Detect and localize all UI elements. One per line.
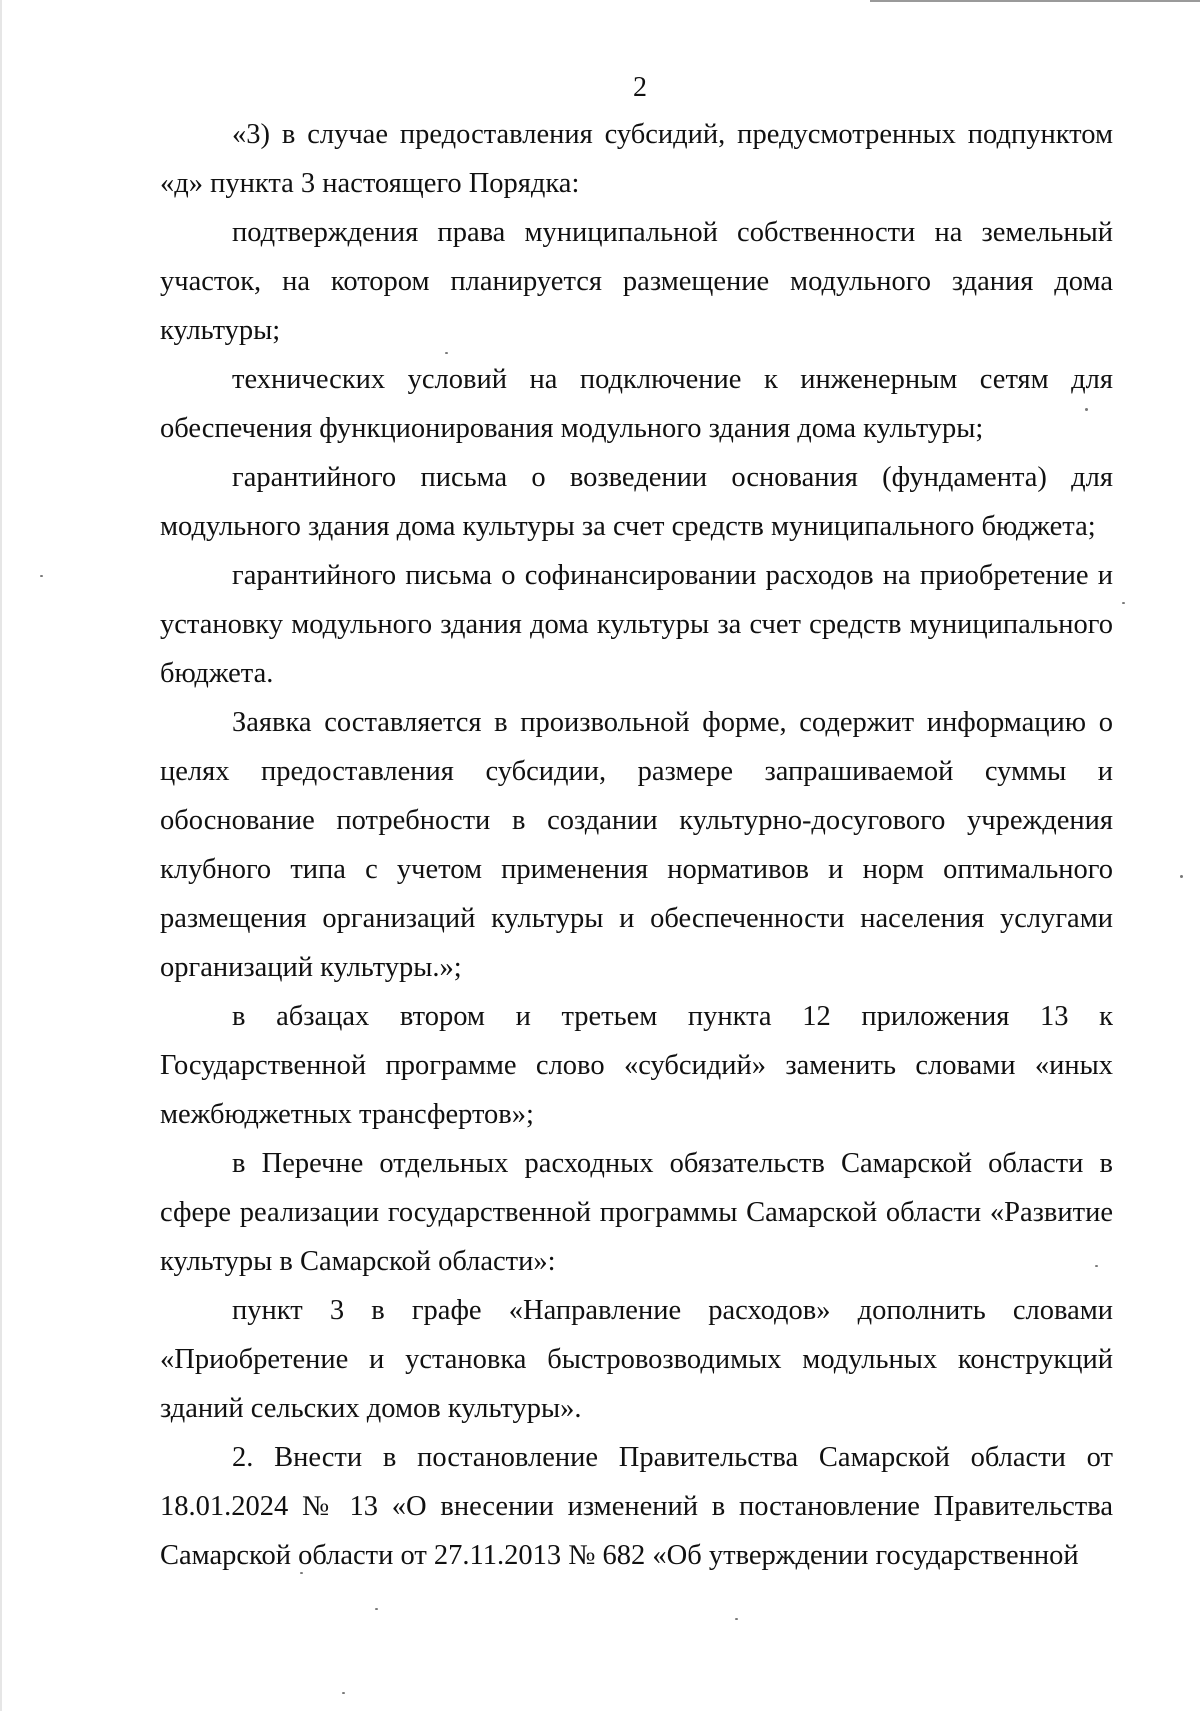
paragraph-obligations-list: в Перечне отдельных расходных обязательств Самарской области в сфере реализации государственной программы Самарской области «Развитие культуры в Самарской области»:	[160, 1148, 1113, 1277]
paragraph-subsidy-case: «3) в случае предоставления субсидий, предусмотренных подпунктом «д» пункта 3 настоящего Порядка:	[160, 119, 1113, 199]
page-number: 2	[633, 72, 647, 103]
paragraph-item-12-amendment: в абзацах втором и третьем пункта 12 приложения 13 к Государственной программе слово «субсидий» заменить словами «иных межбюджетных трансфертов»;	[160, 1001, 1113, 1130]
scan-edge-top	[870, 0, 1200, 2]
paragraph-expense-direction: пункт 3 в графе «Направление расходов» дополнить словами «Приобретение и установка быстровозводимых модульных конструкций зданий сельских домов культуры».	[160, 1295, 1113, 1424]
scan-speck	[40, 575, 43, 577]
paragraph-resolution-amendment: 2. Внести в постановление Правительства Самарской области от 18.01.2024 № 13 «О внесении изменений в постановление Правительства Самарской области от 27.11.2013 № 682 «Об утверждении государственной	[160, 1442, 1113, 1571]
paragraph-land-ownership: подтверждения права муниципальной собственности на земельный участок, на котором планируется размещение модульного здания дома культуры;	[160, 217, 1113, 346]
scan-speck	[1095, 1265, 1098, 1267]
document-body	[160, 110, 1113, 1580]
paragraph-technical-conditions: технических условий на подключение к инженерным сетям для обеспечения функционирования модульного здания дома культуры;	[160, 364, 1113, 444]
paragraph-application-form: Заявка составляется в произвольной форме, содержит информацию о целях предоставления субсидии, размере запрашиваемой суммы и обоснование потребности в создании культурно-досугового учреждения клубного типа с учетом применения нормативов и норм оптимального размещения организаций культуры и обеспеченности населения услугами организаций культуры.»;	[160, 707, 1113, 983]
scan-speck	[1085, 408, 1088, 411]
scan-speck	[1122, 602, 1125, 604]
scan-speck	[300, 1572, 303, 1574]
scan-speck	[375, 1608, 378, 1610]
scan-speck	[735, 1618, 738, 1620]
scan-speck	[445, 352, 448, 354]
scan-speck	[342, 1692, 345, 1694]
paragraph-foundation-letter: гарантийного письма о возведении основания (фундамента) для модульного здания дома культуры за счет средств муниципального бюджета;	[160, 462, 1113, 542]
scan-speck	[1180, 875, 1183, 878]
paragraph-cofinancing-letter: гарантийного письма о софинансировании расходов на приобретение и установку модульного здания дома культуры за счет средств муниципального бюджета.	[160, 560, 1113, 689]
scan-edge-left	[0, 0, 2, 1711]
